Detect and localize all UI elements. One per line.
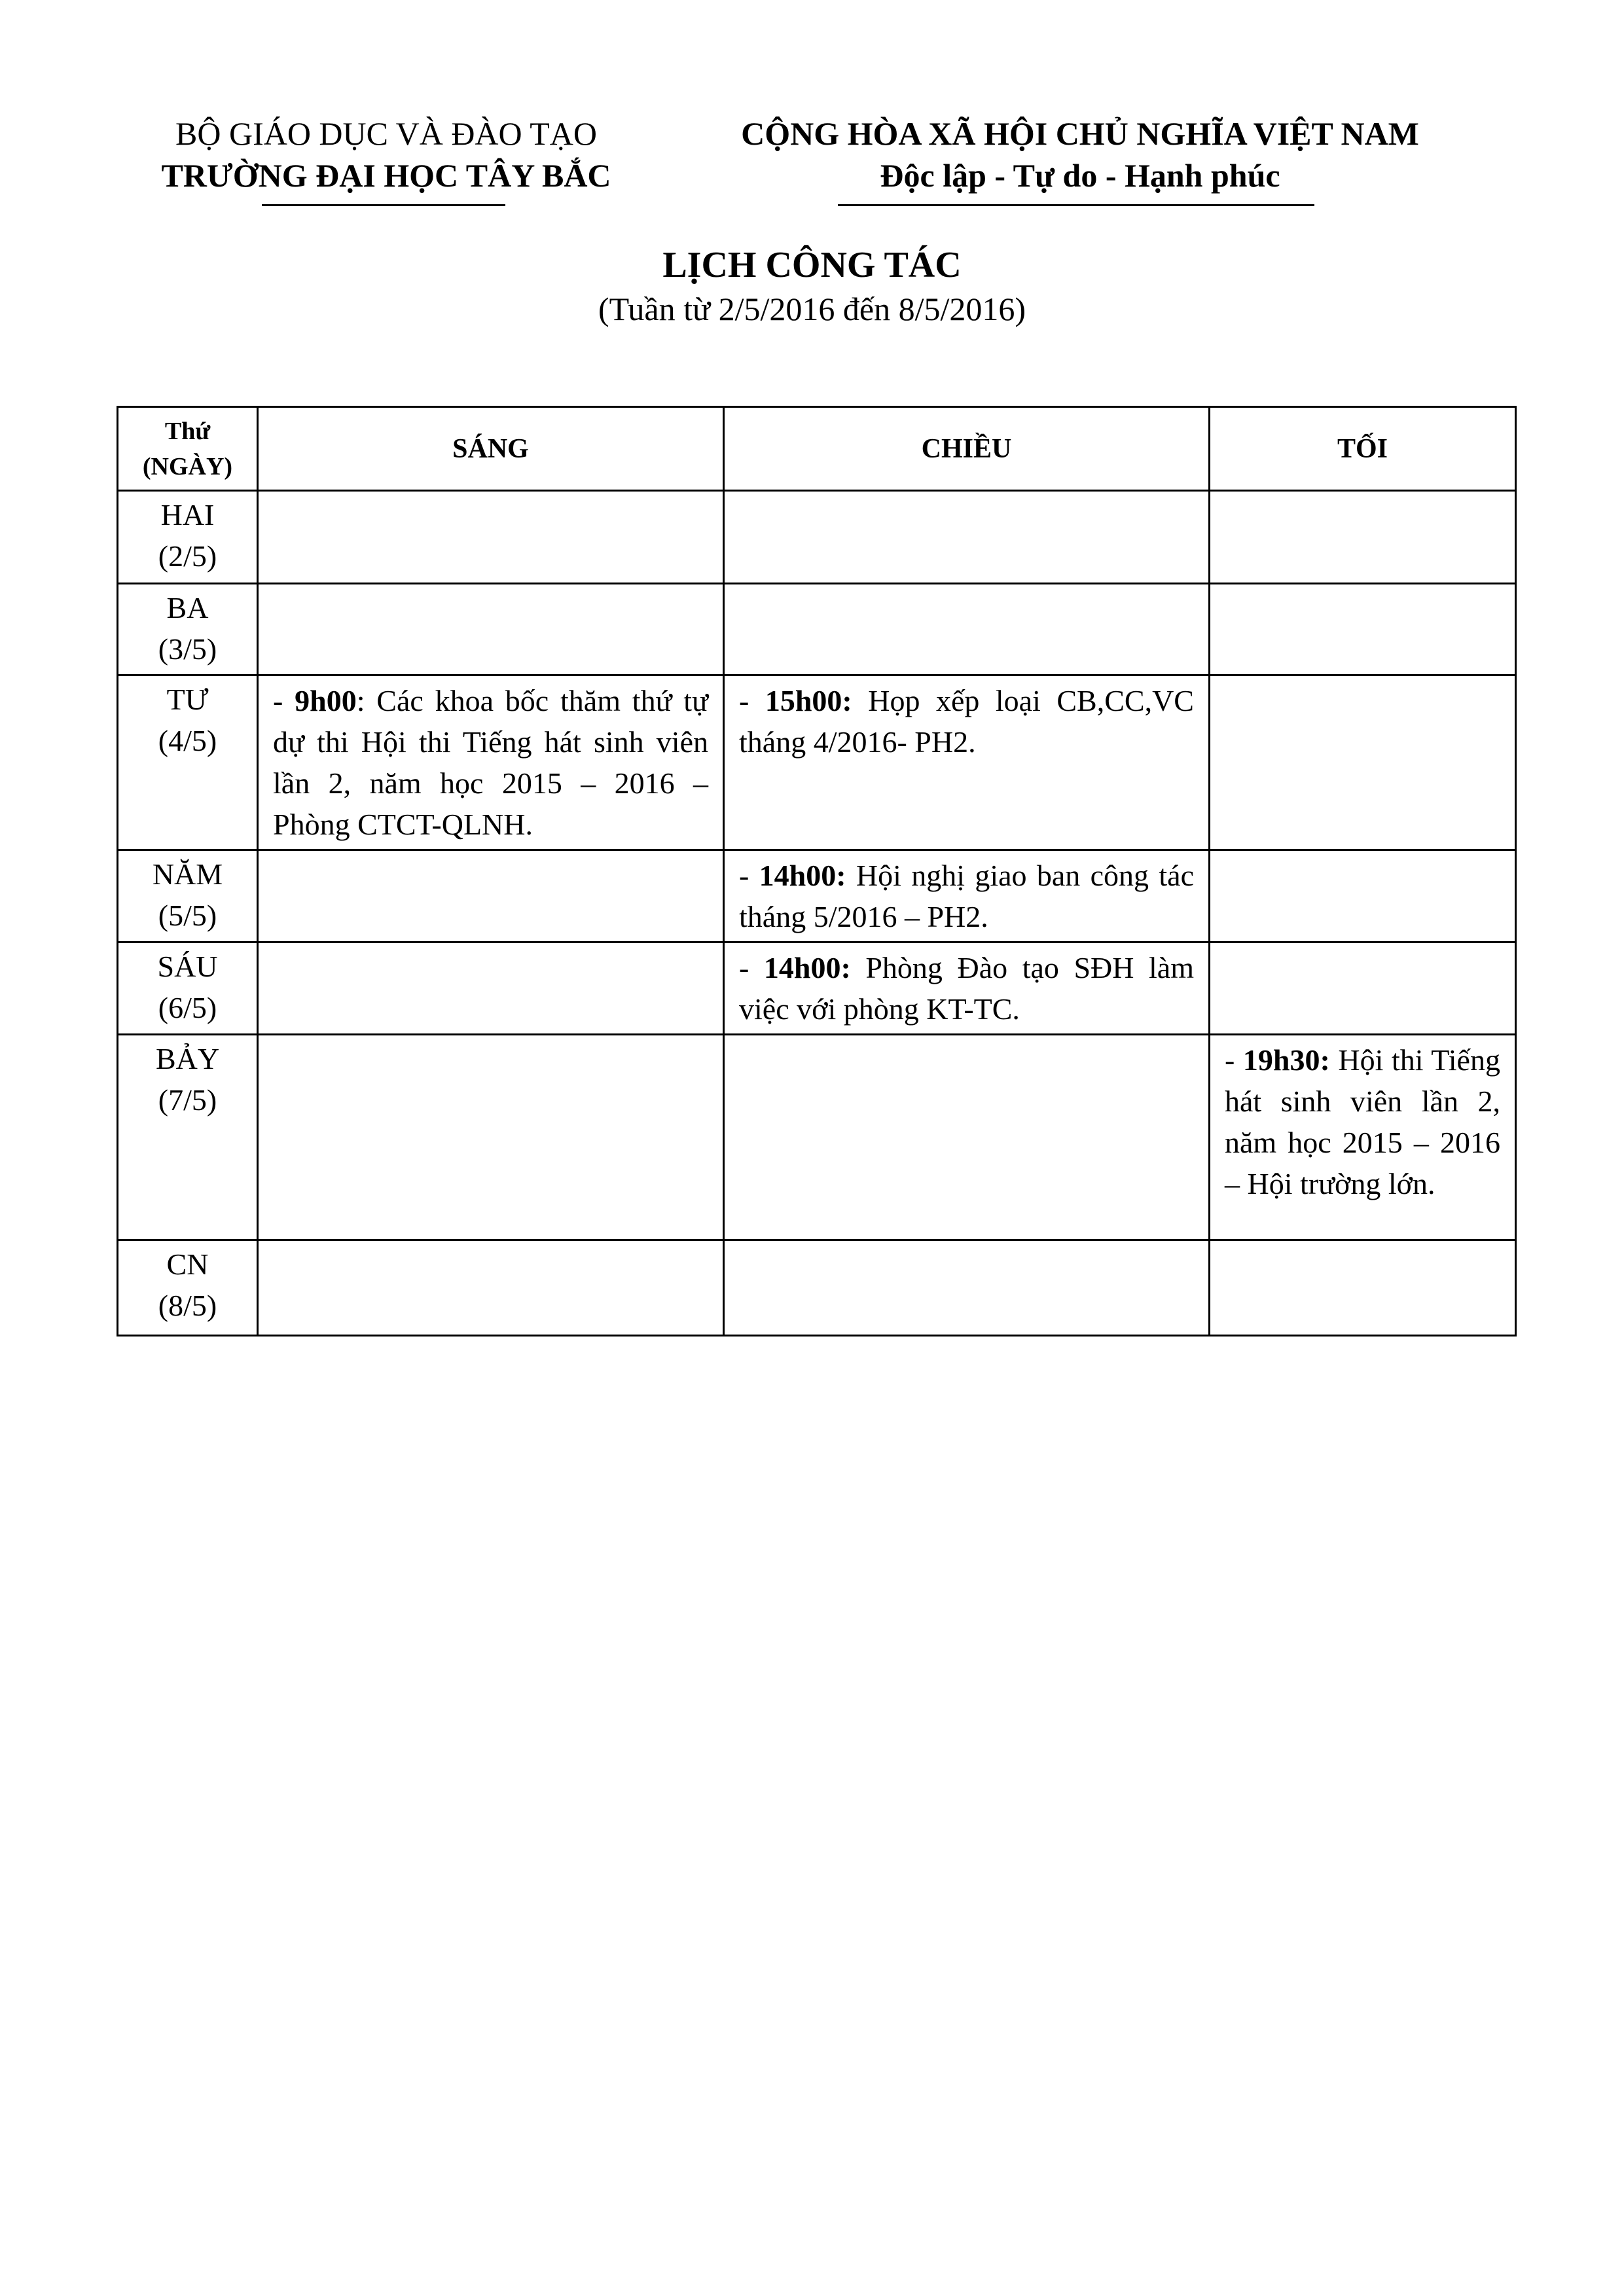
table-row	[118, 491, 1516, 584]
day-cell	[118, 942, 258, 1035]
motto-underline	[838, 204, 1314, 206]
day-name: SÁU	[157, 950, 218, 983]
event-prefix: -	[739, 684, 765, 717]
afternoon-cell	[724, 675, 1210, 850]
day-date: (7/5)	[158, 1083, 217, 1117]
event-text: : Các khoa bốc thăm thứ tự dự thi Hội thi Tiếng hát sinh viên lần 2, năm học 2015 – 2016 – Phòng CTCT-QLNH.	[273, 684, 709, 841]
table-row	[118, 584, 1516, 675]
day-date: (6/5)	[158, 991, 217, 1024]
schedule-table	[117, 406, 1517, 1336]
table-body	[118, 491, 1516, 1336]
morning-cell	[258, 942, 724, 1035]
day-date: (4/5)	[158, 724, 217, 757]
motto: Độc lập - Tự do - Hạnh phúc	[880, 157, 1280, 194]
day-date: (5/5)	[158, 899, 217, 932]
header-left	[124, 113, 648, 196]
day-date: (3/5)	[158, 632, 217, 666]
event-text: Phòng Đào tạo SĐH làm việc với phòng KT-TC.	[739, 951, 1195, 1026]
event-prefix: -	[1225, 1043, 1243, 1077]
header-morning: SÁNG	[258, 407, 724, 491]
header-evening: TỐI	[1210, 407, 1516, 491]
page-subtitle: (Tuần từ 2/5/2016 đến 8/5/2016)	[598, 291, 1026, 327]
evening-cell	[1210, 850, 1516, 942]
day-name: TƯ	[166, 683, 209, 716]
country-name: CỘNG HÒA XÃ HỘI CHỦ NGHĨA VIỆT NAM	[741, 115, 1419, 152]
day-cell	[118, 1035, 258, 1240]
day-name: BẢY	[155, 1042, 220, 1075]
afternoon-cell	[724, 491, 1210, 584]
event-prefix: -	[273, 684, 295, 717]
evening-cell	[1210, 942, 1516, 1035]
day-cell	[118, 1240, 258, 1336]
university-name: TRƯỜNG ĐẠI HỌC TÂY BẮC	[161, 157, 611, 194]
afternoon-cell	[724, 1035, 1210, 1240]
table-header-row	[118, 407, 1516, 491]
morning-cell	[258, 675, 724, 850]
table-row	[118, 1240, 1516, 1336]
header-afternoon: CHIỀU	[724, 407, 1210, 491]
event-text: Hội nghị giao ban công tác tháng 5/2016 – PH2.	[739, 859, 1194, 933]
evening-cell	[1210, 491, 1516, 584]
table-row	[118, 1035, 1516, 1240]
day-date: (8/5)	[158, 1289, 217, 1322]
morning-cell	[258, 491, 724, 584]
page-title: LỊCH CÔNG TÁC	[662, 245, 962, 285]
day-cell	[118, 675, 258, 850]
event-time: 9h00	[295, 684, 357, 717]
ministry-name: BỘ GIÁO DỤC VÀ ĐÀO TẠO	[175, 115, 597, 152]
day-cell	[118, 491, 258, 584]
afternoon-cell	[724, 942, 1210, 1035]
event-time: 19h30:	[1242, 1043, 1330, 1077]
university-underline	[262, 204, 505, 206]
event-text: Hội thi Tiếng hát sinh viên lần 2, năm học 2015 – 2016 – Hội trường lớn.	[1225, 1043, 1500, 1200]
afternoon-cell	[724, 850, 1210, 942]
morning-cell	[258, 1240, 724, 1336]
event-prefix: -	[739, 859, 759, 892]
day-cell	[118, 850, 258, 942]
event-time: 14h00:	[759, 859, 846, 892]
table-row	[118, 942, 1516, 1035]
day-cell	[118, 584, 258, 675]
event-prefix: -	[739, 951, 764, 984]
day-name: HAI	[160, 498, 215, 531]
table-row	[118, 675, 1516, 850]
event-text: Họp xếp loại CB,CC,VC tháng 4/2016- PH2.	[739, 684, 1194, 759]
evening-cell	[1210, 1035, 1516, 1240]
header-day-line2: (NGÀY)	[142, 452, 233, 480]
day-name: CN	[166, 1247, 209, 1281]
evening-cell	[1210, 584, 1516, 675]
afternoon-cell	[724, 584, 1210, 675]
day-name: BA	[166, 591, 209, 624]
event-time: 14h00:	[763, 951, 851, 984]
afternoon-cell	[724, 1240, 1210, 1336]
day-name: NĂM	[152, 857, 223, 891]
header-day-line1: Thứ	[164, 417, 211, 445]
morning-cell	[258, 850, 724, 942]
morning-cell	[258, 1035, 724, 1240]
table-row	[118, 850, 1516, 942]
header-right	[681, 113, 1479, 196]
event-time: 15h00:	[765, 684, 852, 717]
day-date: (2/5)	[158, 539, 217, 573]
evening-cell	[1210, 675, 1516, 850]
evening-cell	[1210, 1240, 1516, 1336]
header-day	[118, 407, 258, 491]
morning-cell	[258, 584, 724, 675]
